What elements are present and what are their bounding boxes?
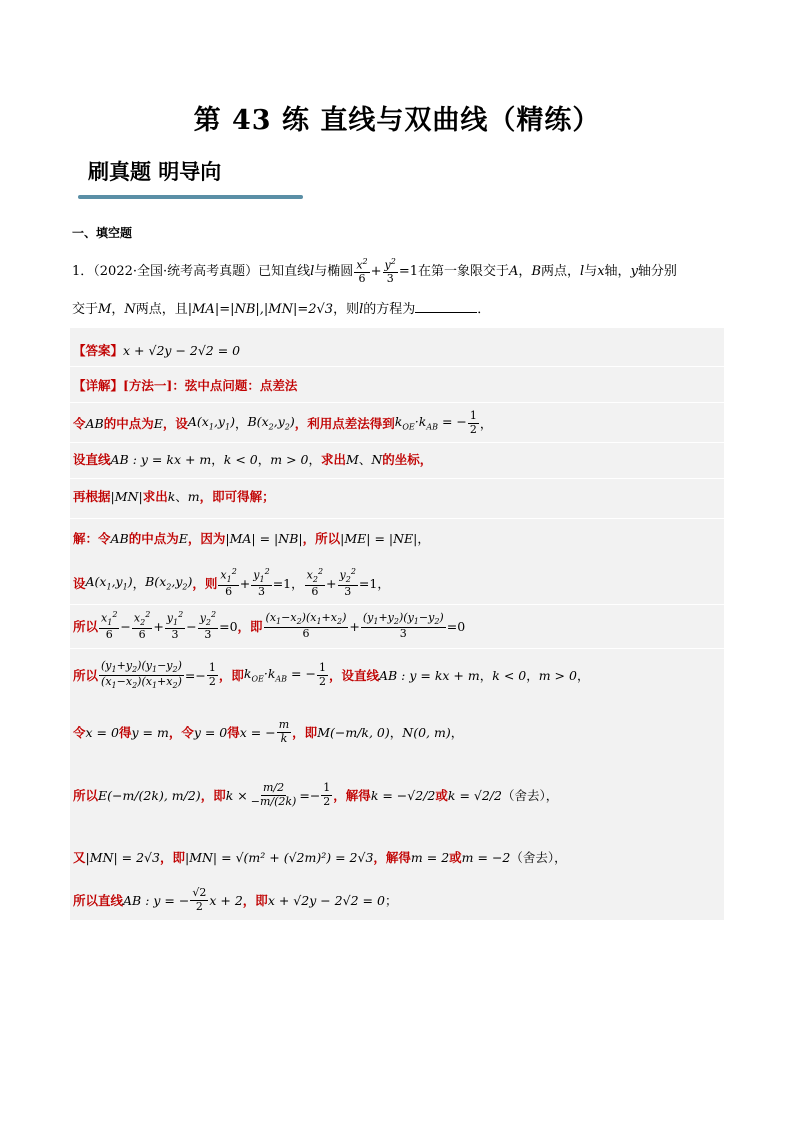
section-title: 刷真题 明导向	[88, 159, 222, 184]
answer-blank[interactable]	[415, 298, 477, 313]
question-line-1: 1．（2022·全国·统考高考真题）已知直线l与椭圆 $\frac{x^2}{6}$ + $\frac{y^2}{3}$ =1在第一象限交于A，B两点，l与x轴，y轴分别	[72, 257, 677, 285]
answer-formula: x + √2y − 2√2 = 0	[123, 342, 241, 358]
solution-line-8: 令 x = 0 得 y = m ，令 y = 0 得 x = − $\frac{m}{k}$ ，即 M(−m/k, 0) ， N(0, m) ，	[73, 718, 464, 745]
solution-line-7: 所以 $\frac{(y_1+y_2)(y_1-y_2)}{(x_1-x_2)(x_1+x_2)}$ =− $\frac{1}{2}$ ，即 $k_{OE}\cdot k_{AB}$ = − $\frac{1}{2}$ ，设直线 AB : y = kx + m ， k < 0 ， m > 0 ，	[73, 658, 590, 690]
question-line-2: 交于M，N两点，且|MA|=|NB|,|MN|=2√3，则l的方程为 ．	[72, 298, 490, 317]
section-underline	[78, 195, 303, 199]
solution-line-2: 设直线 AB : y = kx + m ， k < 0 ， m > 0 ， 求出 M 、 N 的坐标，	[73, 451, 433, 467]
solution-line-6: 所以 $\frac{x_1^2}{6}$ − $\frac{x_2^2}{6}$ + $\frac{y_1^2}{3}$ − $\frac{y_2^2}{3}$ =0 ，即 $\frac{(x_1-x_2)(x_1+x_2)}{6}$ + $\frac{(y_1+y_2)(y_1-y_2)}{3}$ =0	[73, 610, 466, 641]
answer-row: 【答案】 x + √2y − 2√2 = 0	[73, 342, 241, 358]
method-row: 【详解】 [方法一]：弦中点问题：点差法	[73, 378, 298, 393]
solution-line-1: 令 AB 的中点为 E ，设 $A(x_1,y_1)$ ， $B(x_2,y_2)$ ，利用点差法得到 $k_{OE}\cdot k_{AB}$ = − $\frac{1}{2}$ ，	[73, 409, 493, 436]
solution-line-10: 又 |MN| = 2√3 ，即 |MN| = √(m² + (√2m)²) = 2√3 ，解得 m = 2 或 m = −2 （舍去），	[73, 849, 567, 865]
part-heading: 一、填空题	[72, 226, 133, 240]
solution-line-4: 解：令 AB 的中点为 E ，因为 |MA| = |NB| ，所以 |ME| = |NE| ，	[73, 530, 430, 546]
page-title: 第 43 练 直线与双曲线（精练）	[193, 105, 601, 136]
solution-line-9: 所以 E(−m/(2k), m/2) ，即 k × $\frac{m/2}{-m/(2k)}$ =− $\frac{1}{2}$ ，解得 k = −√2/2 或 k = √2/2 （舍去），	[73, 781, 559, 808]
solution-line-5: 设 $A(x_1,y_1)$ ， $B(x_2,y_2)$ ，则 $\frac{x_1^2}{6}$ + $\frac{y_1^2}{3}$ =1， $\frac{x_2^2}{6}$ + $\frac{y_2^2}{3}$ =1，	[73, 567, 390, 598]
solution-line-3: 再根据 |MN| 求出 k 、 m ，即可得解；	[73, 488, 275, 504]
solution-line-11: 所以直线 AB : y = − $\frac{√2}{2}$ x + 2 ，即 x + √2y − 2√2 = 0 ；	[73, 886, 398, 913]
solution-box	[70, 328, 724, 920]
